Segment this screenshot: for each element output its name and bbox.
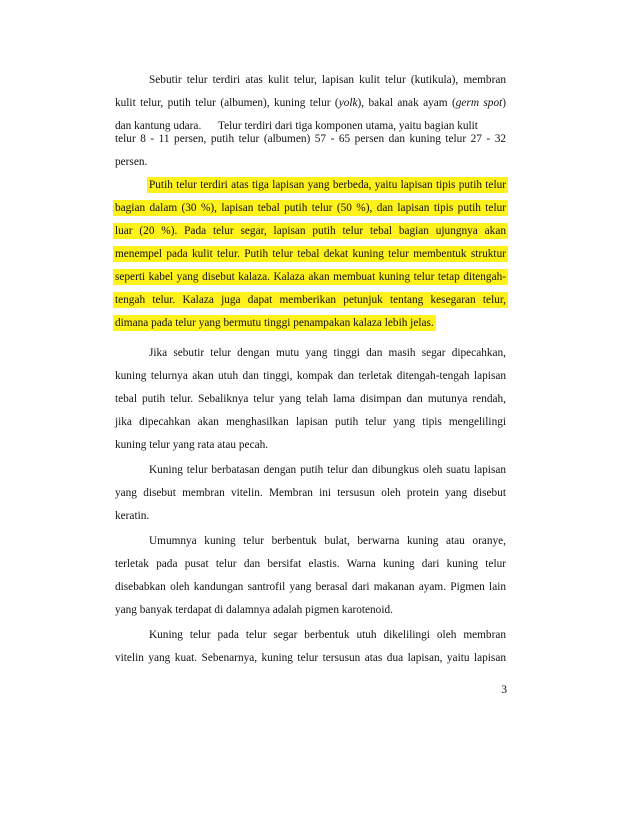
paragraph-2-line-4	[115, 245, 506, 263]
paragraph-3-line-2: kuning telurnya akan utuh dan tinggi, kompak dan terletak ditengah-tengah lapisan	[115, 370, 506, 382]
paragraph-1-line-1: Sebutir telur terdiri atas kulit telur, lapisan kulit telur (kutikula), membran	[149, 74, 506, 86]
paragraph-4-line-3: keratin.	[115, 510, 150, 522]
highlight-mark: Putih telur terdiri atas tiga lapisan yang berbeda, yaitu lapisan tipis putih telur	[149, 179, 506, 191]
highlight-mark: dimana pada telur yang bermutu tinggi penampakan kalaza lebih jelas.	[115, 317, 434, 329]
page-number: 3	[501, 684, 507, 696]
paragraph-2-line-3	[115, 222, 506, 240]
paragraph-4-line-2: yang disebut membran vitelin. Membran ini tersusun oleh protein yang disebut	[115, 487, 506, 499]
paragraph-5-line-1: Umumnya kuning telur berbentuk bulat, berwarna kuning atau oranye,	[149, 535, 506, 547]
paragraph-5-line-2: terletak pada pusat telur dan bersifat elastis. Warna kuning dari kuning telur	[115, 558, 506, 570]
paragraph-1-line-3: dan kantung udara. Telur terdiri dari tiga komponen utama, yaitu bagian kulit	[115, 120, 478, 132]
paragraph-3-line-5: kuning telur yang rata atau pecah.	[115, 439, 269, 451]
highlight-mark: menempel pada kulit telur. Putih telur tebal dekat kuning telur membentuk struktur	[115, 248, 506, 260]
paragraph-1-line-2: kulit telur, putih telur (albumen), kuning telur (yolk), bakal anak ayam (germ spot)	[115, 97, 506, 109]
paragraph-6-line-1: Kuning telur pada telur segar berbentuk utuh dikelilingi oleh membran	[149, 629, 506, 641]
paragraph-2-line-5	[115, 268, 506, 286]
paragraph-6-line-2: vitelin yang kuat. Sebenarnya, kuning telur tersusun atas dua lapisan, yaitu lapisan	[115, 652, 506, 664]
highlight-mark: bagian dalam (30 %), lapisan tebal putih telur (50 %), dan lapisan tipis putih telur	[115, 202, 506, 214]
highlight-mark: luar (20 %). Pada telur segar, lapisan putih telur tebal bagian ujungnya akan	[115, 225, 506, 237]
paragraph-2-line-2	[115, 199, 506, 217]
paragraph-4-line-1: Kuning telur berbatasan dengan putih telur dan dibungkus oleh suatu lapisan	[149, 464, 506, 476]
paragraph-2-line-6	[115, 291, 506, 309]
highlight-mark: seperti kabel yang disebut kalaza. Kalaza akan membuat kuning telur tetap ditengah-	[115, 271, 506, 283]
paragraph-3-line-3: tebal putih telur. Sebaliknya telur yang telah lama disimpan dan mutunya rendah,	[115, 393, 506, 405]
paragraph-3-line-1: Jika sebutir telur dengan mutu yang tinggi dan masih segar dipecahkan,	[149, 347, 506, 359]
paragraph-5-line-3: disebabkan oleh kandungan santrofil yang berasal dari makanan ayam. Pigmen lain	[115, 581, 506, 593]
paragraph-1-line-4: telur 8 - 11 persen, putih telur (albumen) 57 - 65 persen dan kuning telur 27 - 32	[115, 133, 506, 145]
paragraph-2-line-1	[149, 176, 506, 194]
highlight-mark: tengah telur. Kalaza juga dapat memberikan petunjuk tentang kesegaran telur,	[115, 294, 506, 306]
paragraph-1-line-5: persen.	[115, 156, 148, 168]
paragraph-2-line-7	[115, 314, 506, 332]
paragraph-3-line-4: jika dipecahkan akan menghasilkan lapisan putih telur yang tipis mengelilingi	[115, 416, 506, 428]
paragraph-5-line-4: yang banyak terdapat di dalamnya adalah pigmen karotenoid.	[115, 604, 393, 616]
